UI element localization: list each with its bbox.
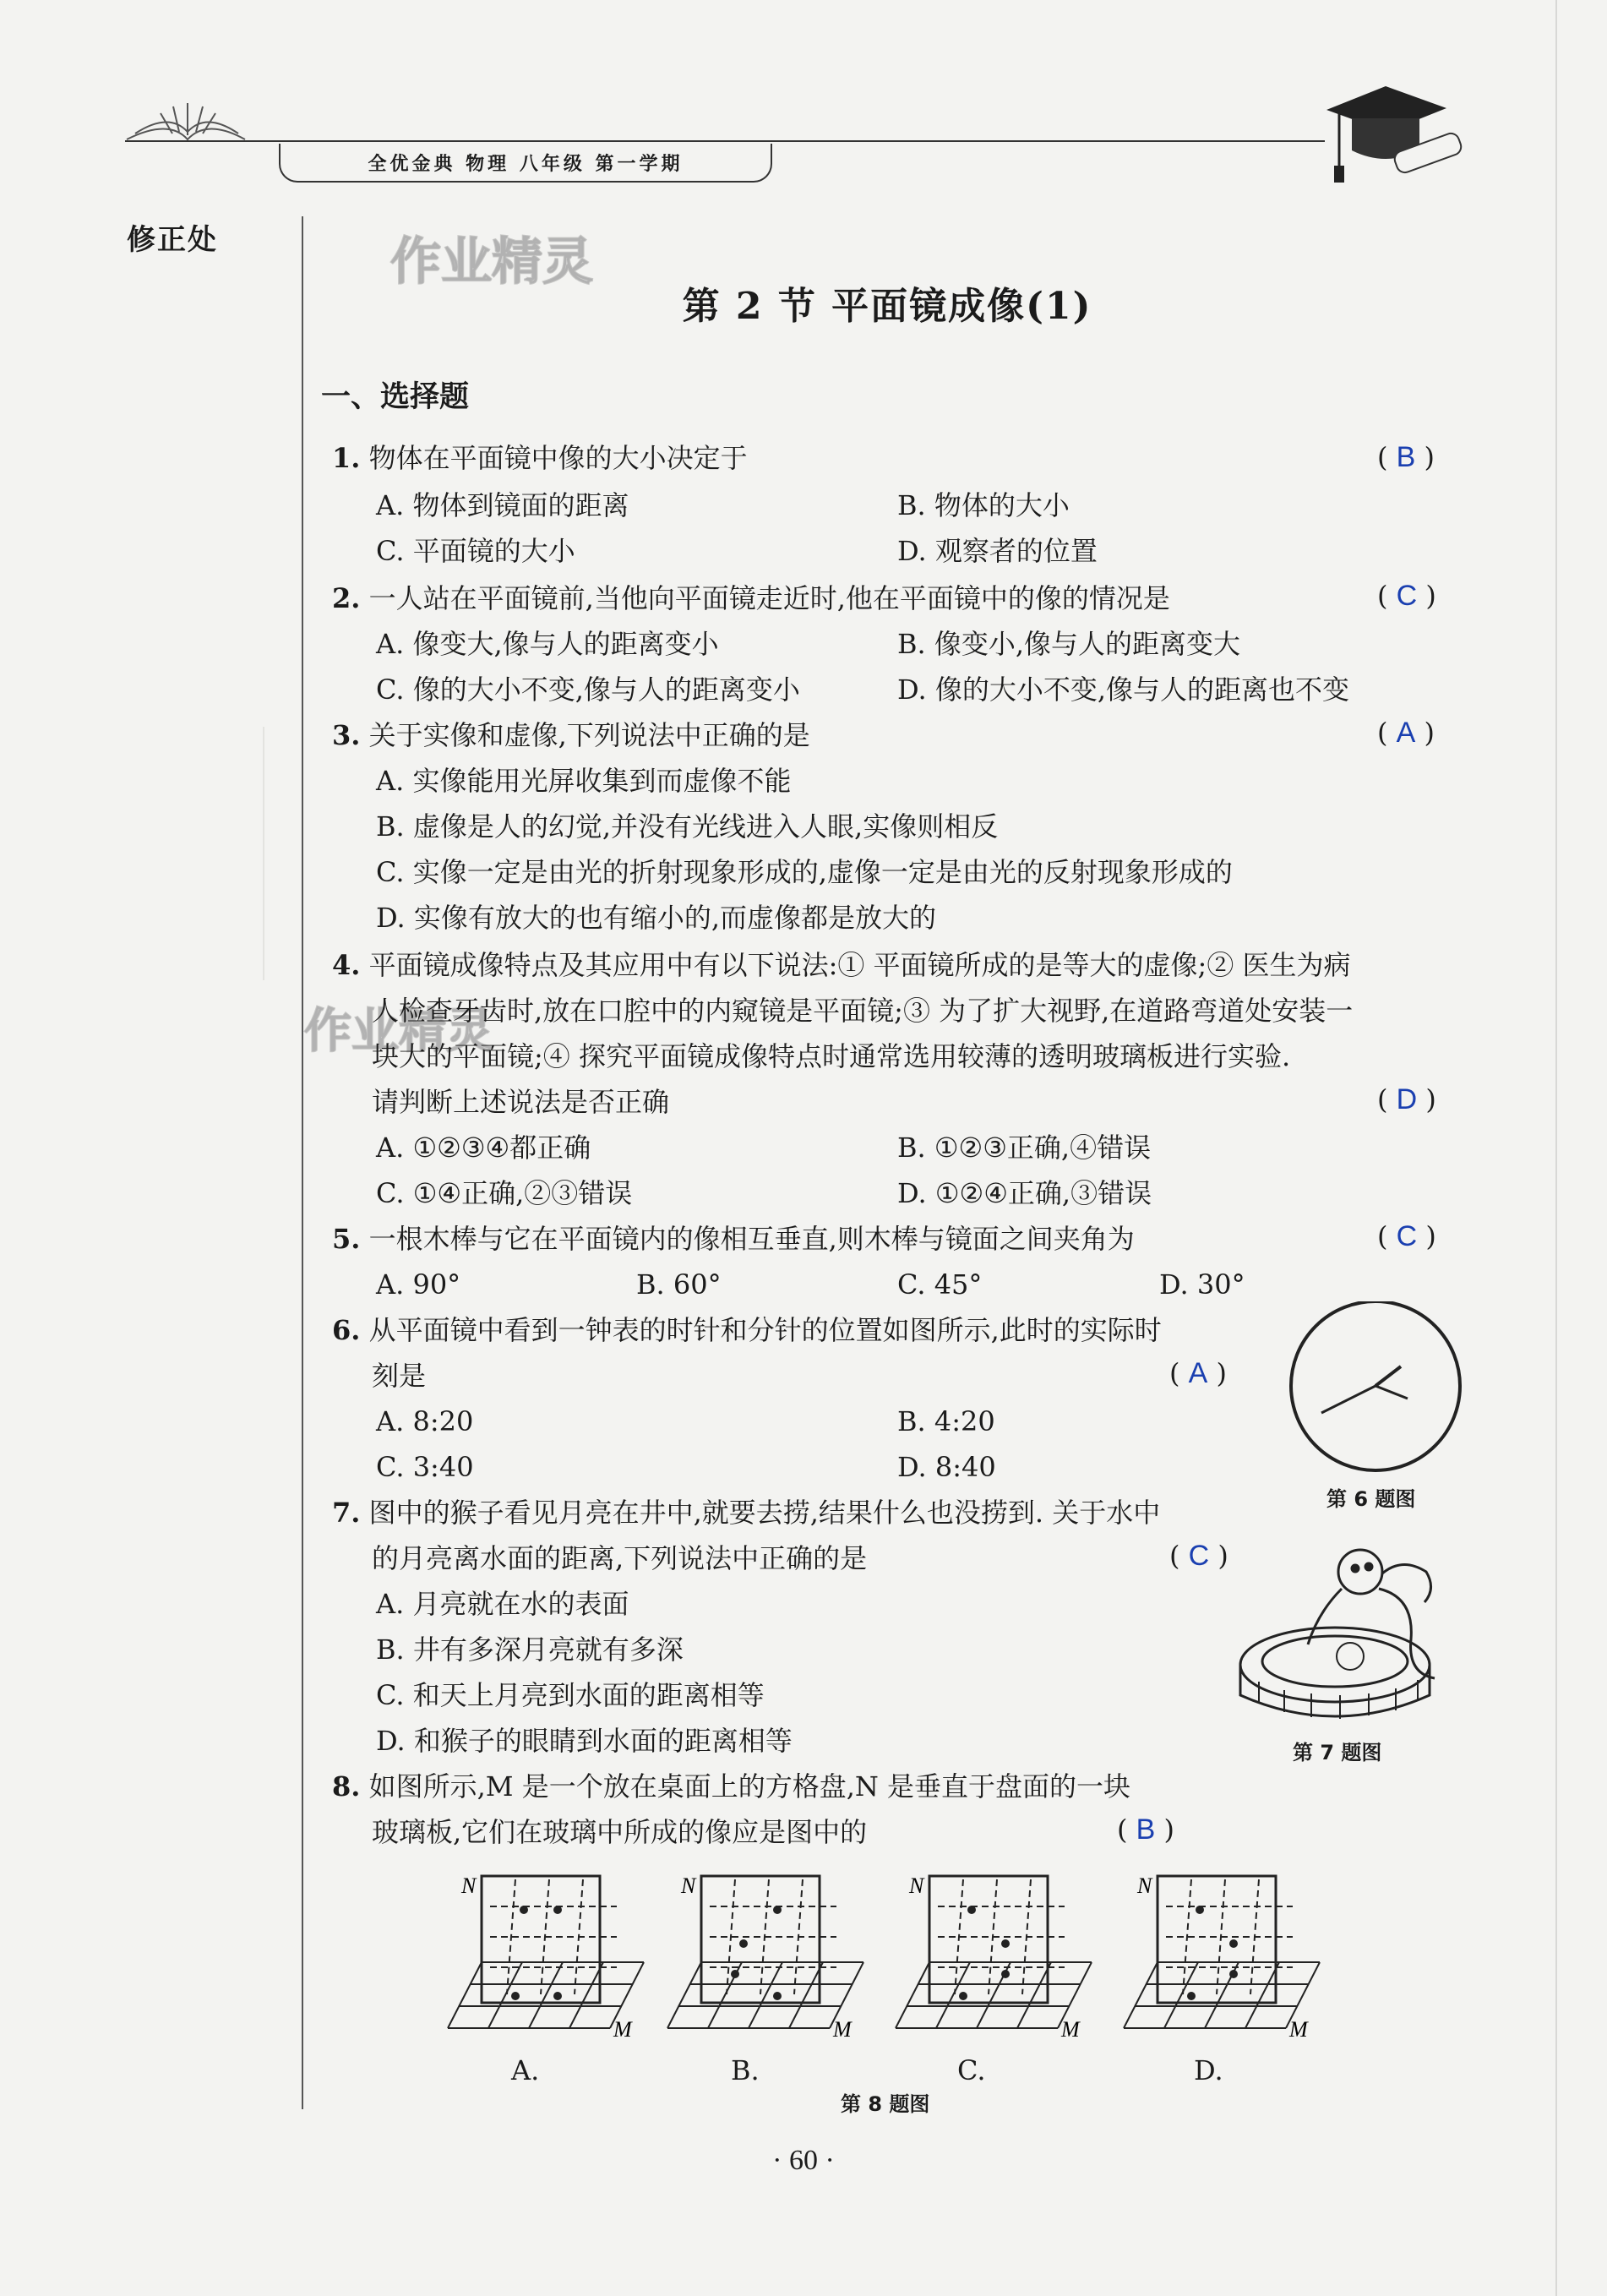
- question-text: 的月亮离水面的距离,下列说法中正确的是: [372, 1542, 868, 1574]
- figure-caption: 第 6 题图: [1326, 1487, 1416, 1511]
- option-c: C. ①④正确,②③错误: [376, 1177, 633, 1209]
- question-number: 2.: [332, 582, 361, 614]
- question-number: 8.: [332, 1770, 361, 1802]
- answer-8: ( B ): [1117, 1813, 1174, 1846]
- option-d: D. ①②④正确,③错误: [897, 1177, 1152, 1209]
- option-c: C. 3:40: [376, 1451, 474, 1483]
- option-b: B. ①②③正确,④错误: [897, 1132, 1152, 1164]
- question-text: 块大的平面镜;④ 探究平面镜成像特点时通常选用较薄的透明玻璃板进行实验.: [372, 1040, 1291, 1072]
- option-d: D. 观察者的位置: [897, 535, 1098, 567]
- book-ornament: [127, 103, 245, 139]
- answer-letter: A: [1396, 717, 1416, 749]
- option-d: D. 像的大小不变,像与人的距离也不变: [897, 674, 1350, 706]
- question-number: 7.: [332, 1497, 361, 1529]
- answer-letter: B: [1136, 1813, 1156, 1846]
- option-d: D. 8:40: [897, 1451, 996, 1483]
- option-b: B. 虚像是人的幻觉,并没有光线进入人眼,实像则相反: [376, 810, 999, 843]
- svg-text:N: N: [681, 1873, 696, 1898]
- grid-option-label: C.: [957, 2054, 986, 2086]
- section-heading: 一、选择题: [321, 380, 470, 414]
- option-a: A. 像变大,像与人的距离变小: [376, 628, 719, 660]
- svg-text:M: M: [833, 2017, 852, 2042]
- question-text: 关于实像和虚像,下列说法中正确的是: [368, 719, 810, 751]
- answer-6: ( A ): [1169, 1357, 1227, 1389]
- answer-letter: B: [1396, 441, 1416, 473]
- question-text: 如图所示,M 是一个放在桌面上的方格盘,N 是垂直于盘面的一块: [368, 1770, 1131, 1802]
- answer-letter: D: [1396, 1083, 1418, 1115]
- answer-letter: C: [1396, 1220, 1418, 1252]
- answer-3: ( A ): [1377, 717, 1435, 749]
- correction-margin-label: 修正处: [127, 223, 218, 257]
- grid-option-label: A.: [511, 2054, 540, 2086]
- watermark: 作业精灵: [390, 232, 593, 292]
- question-text: 一人站在平面镜前,当他向平面镜走近时,他在平面镜中的像的情况是: [368, 582, 1170, 614]
- question-7: [332, 1496, 1160, 1530]
- header-rule: [125, 140, 1325, 142]
- option-b: B. 像变小,像与人的距离变大: [897, 628, 1241, 660]
- question-6: [332, 1313, 1162, 1347]
- option-c: C. 平面镜的大小: [376, 535, 575, 567]
- answer-letter: A: [1188, 1357, 1208, 1389]
- question-text: 一根木棒与它在平面镜内的像相互垂直,则木棒与镜面之间夹角为: [368, 1223, 1135, 1255]
- grid-option-label: D.: [1194, 2054, 1223, 2086]
- answer-4: ( D ): [1377, 1083, 1436, 1115]
- option-a: A. 月亮就在水的表面: [376, 1588, 629, 1620]
- option-c: C. 像的大小不变,像与人的距离变小: [376, 674, 800, 706]
- answer-2: ( C ): [1377, 580, 1436, 612]
- question-text: 物体在平面镜中像的大小决定于: [368, 442, 748, 474]
- svg-text:N: N: [1137, 1873, 1152, 1898]
- grid-diagram: [1124, 1873, 1320, 2042]
- option-a: A. 8:20: [376, 1405, 474, 1437]
- question-text: 玻璃板,它们在玻璃中所成的像应是图中的: [372, 1816, 868, 1848]
- watermark: 作业精灵: [304, 1004, 493, 1059]
- answer-7: ( C ): [1169, 1540, 1228, 1572]
- svg-text:M: M: [613, 2017, 632, 2042]
- grid-diagram: [896, 1873, 1092, 2042]
- question-4: [332, 948, 1351, 982]
- option-b: B. 60°: [636, 1268, 722, 1301]
- answer-letter: C: [1396, 580, 1418, 612]
- question-number: 5.: [332, 1223, 361, 1255]
- option-c: C. 45°: [897, 1268, 983, 1301]
- page-title: 第 2 节 平面镜成像(1): [682, 285, 1092, 328]
- question-5: [332, 1222, 1135, 1256]
- graduation-cap-ornament: [1326, 86, 1463, 183]
- page-number: · 60 ·: [772, 2145, 835, 2176]
- svg-text:N: N: [461, 1873, 477, 1898]
- question-number: 3.: [332, 719, 361, 751]
- question-2: [332, 581, 1170, 615]
- answer-1: ( B ): [1377, 441, 1435, 473]
- question-8: [332, 1770, 1130, 1803]
- figure-caption: 第 8 题图: [841, 2092, 930, 2116]
- question-number: 6.: [332, 1314, 361, 1346]
- option-a: A. 物体到镜面的距离: [376, 489, 629, 521]
- option-b: B. 井有多深月亮就有多深: [376, 1633, 684, 1666]
- question-text: 刻是: [372, 1360, 427, 1392]
- question-number: 4.: [332, 949, 361, 981]
- question-text: 人检查牙齿时,放在口腔中的内窥镜是平面镜;③ 为了扩大视野,在道路弯道处安装一: [372, 995, 1354, 1027]
- grid-option-label: B.: [731, 2054, 760, 2086]
- question-text: 从平面镜中看到一钟表的时针和分针的位置如图所示,此时的实际时: [368, 1314, 1162, 1346]
- option-d: D. 实像有放大的也有缩小的,而虚像都是放大的: [376, 902, 937, 934]
- option-b: B. 物体的大小: [897, 489, 1070, 521]
- question-number: 1.: [332, 442, 361, 474]
- option-a: A. ①②③④都正确: [376, 1132, 591, 1164]
- monkey-well-figure: [1234, 1538, 1470, 1732]
- question-text: 请判断上述说法是否正确: [372, 1086, 670, 1118]
- figure-caption: 第 7 题图: [1293, 1741, 1382, 1764]
- option-c: C. 和天上月亮到水面的距离相等: [376, 1679, 765, 1711]
- answer-letter: C: [1188, 1540, 1210, 1572]
- svg-text:M: M: [1061, 2017, 1080, 2042]
- option-d: D. 30°: [1159, 1268, 1245, 1301]
- mirror-clock-figure: [1283, 1301, 1468, 1487]
- svg-text:N: N: [909, 1873, 924, 1898]
- option-b: B. 4:20: [897, 1405, 995, 1437]
- mirror-grid-figures: [439, 1868, 1352, 2062]
- grid-diagram: [448, 1873, 644, 2042]
- answer-5: ( C ): [1377, 1220, 1436, 1252]
- question-text: 图中的猴子看见月亮在井中,就要去捞,结果什么也没捞到. 关于水中: [368, 1497, 1161, 1529]
- question-3: [332, 718, 810, 752]
- book-header: 全优金典 物理 八年级 第一学期: [279, 144, 772, 183]
- option-d: D. 和猴子的眼睛到水面的距离相等: [376, 1725, 793, 1757]
- option-c: C. 实像一定是由光的折射现象形成的,虚像一定是由光的反射现象形成的: [376, 856, 1233, 888]
- grid-diagram: [667, 1873, 863, 2042]
- svg-text:M: M: [1289, 2017, 1308, 2042]
- margin-divider: [302, 216, 303, 2109]
- option-a: A. 90°: [376, 1268, 461, 1301]
- question-1: [332, 441, 748, 475]
- option-a: A. 实像能用光屏收集到而虚像不能: [376, 765, 792, 797]
- question-text: 平面镜成像特点及其应用中有以下说法:① 平面镜所成的是等大的虚像;② 医生为病: [368, 949, 1351, 981]
